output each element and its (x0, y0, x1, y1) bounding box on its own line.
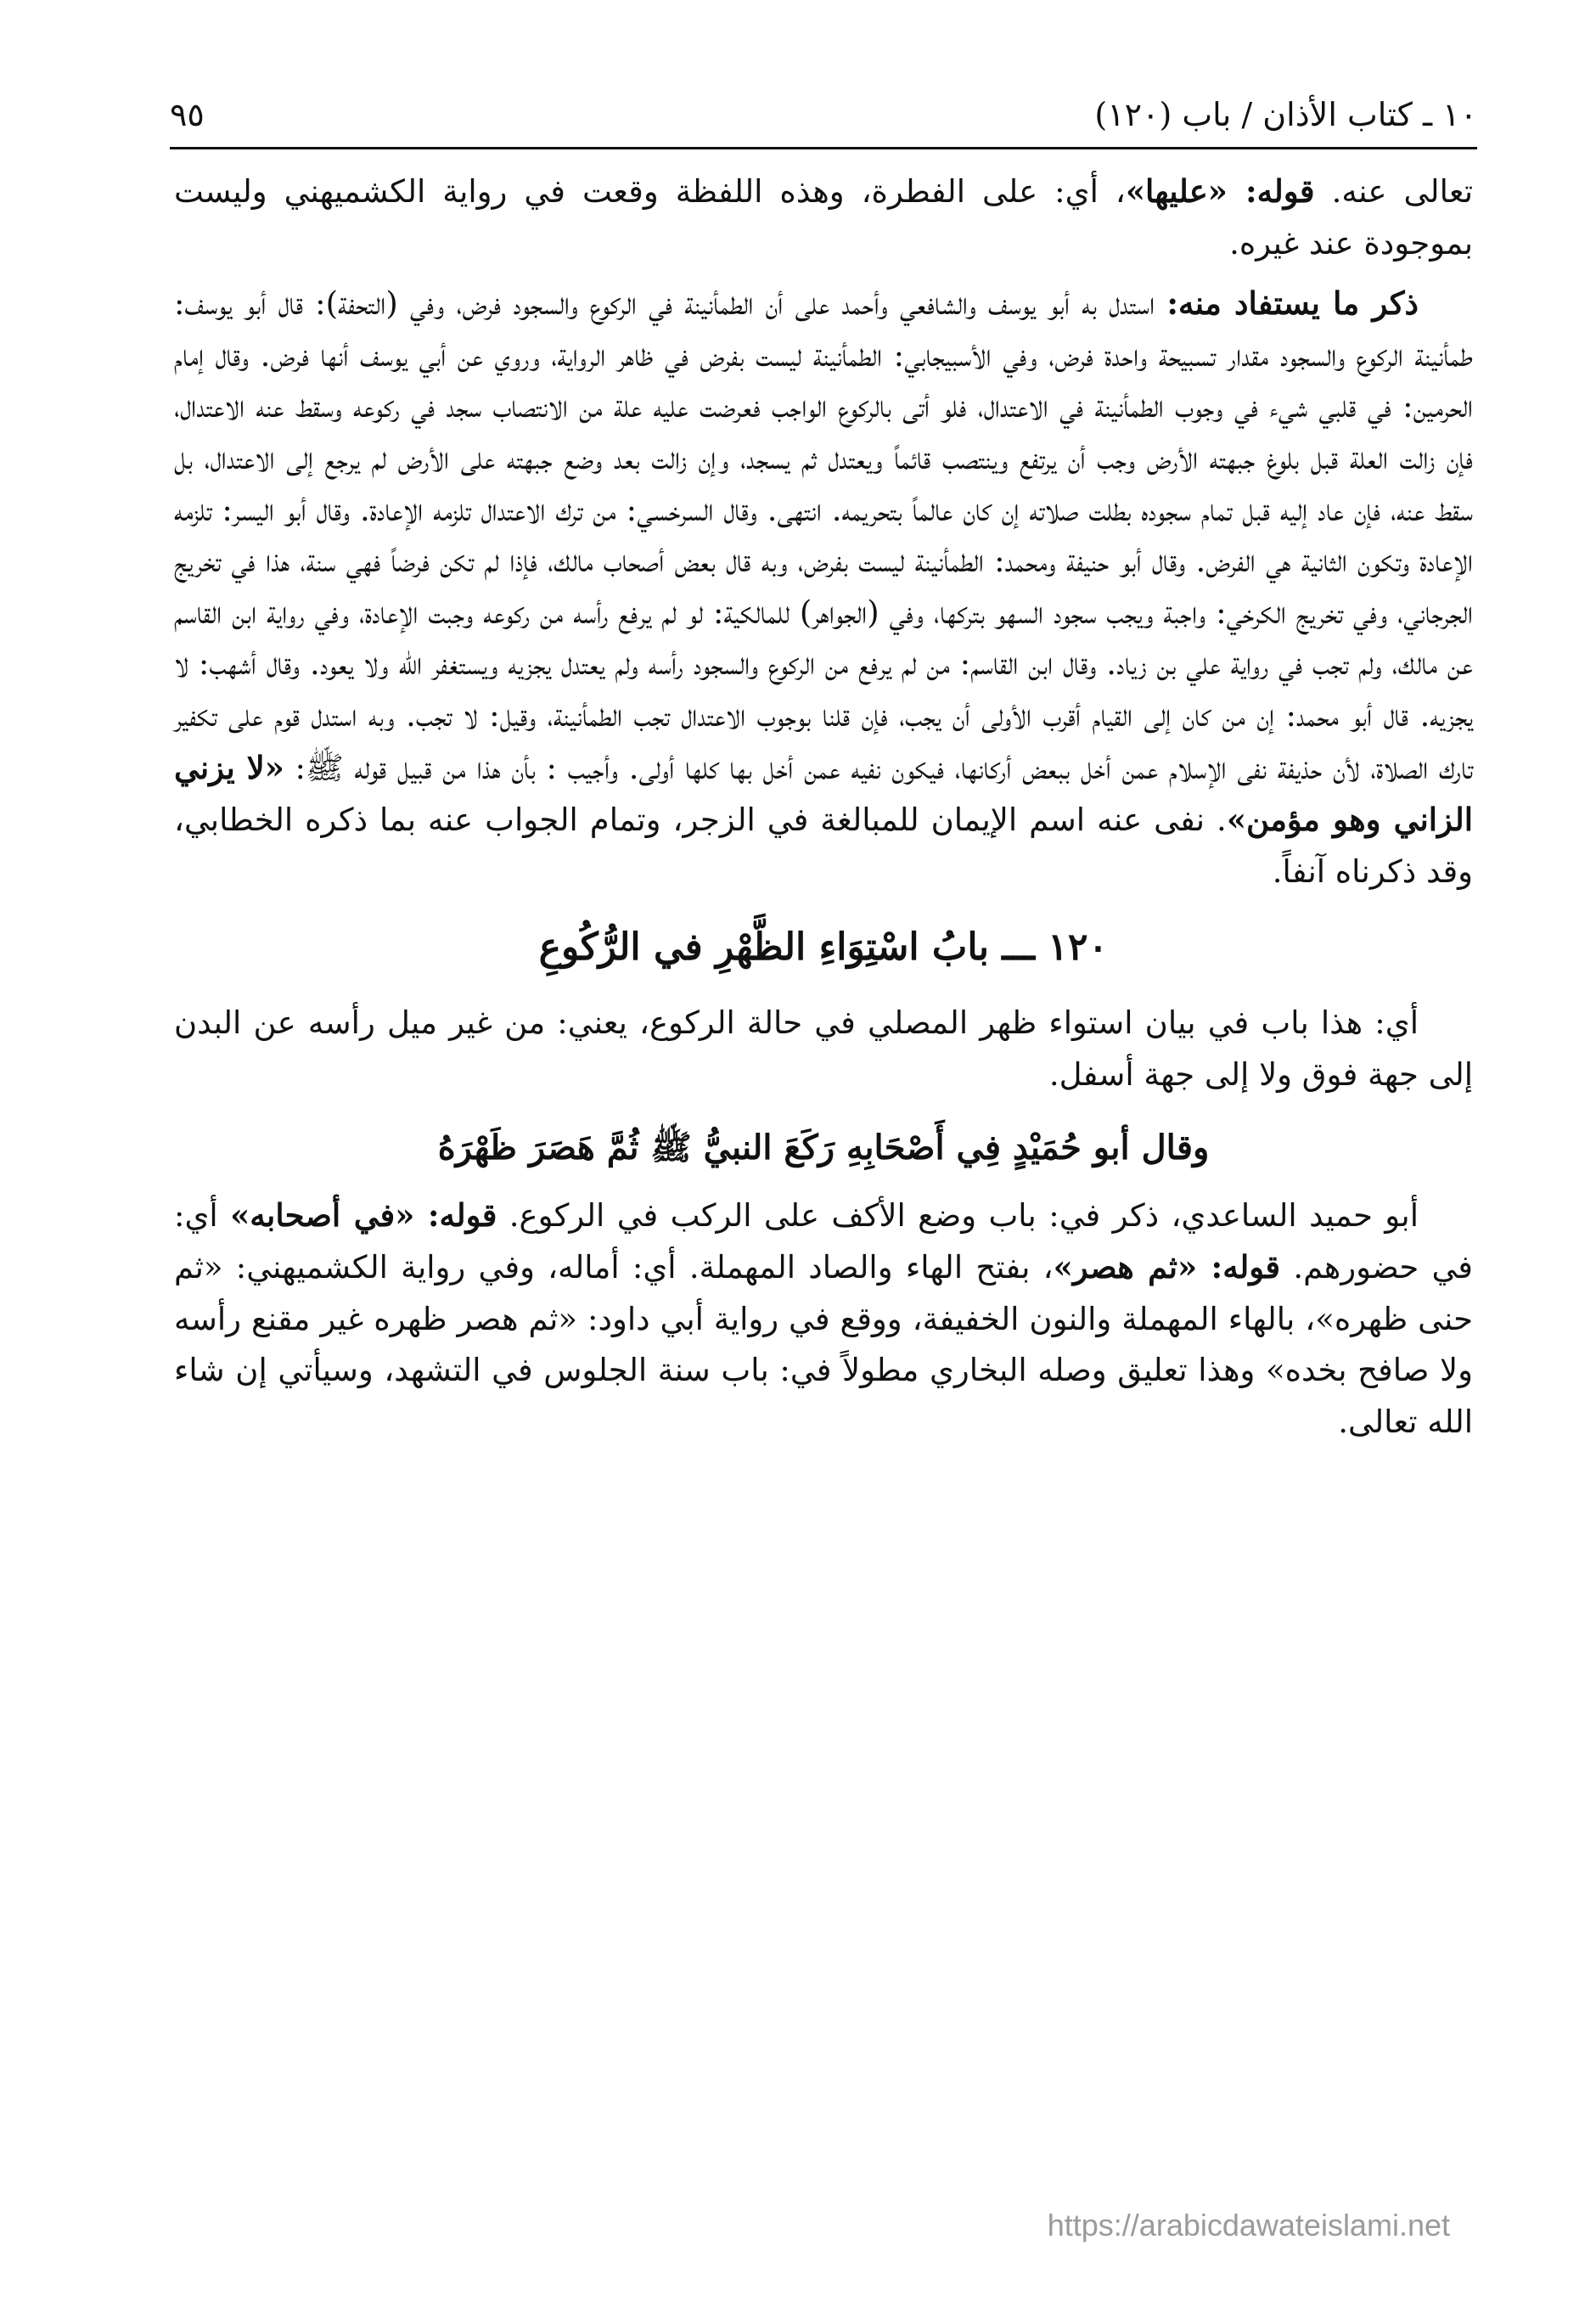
watermark-url: https://arabicdawateislami.net (1047, 2208, 1450, 2242)
paragraph-1-text: ، أي: على الفطرة، وهذه اللفظة وقعت في رواية الكشميهني وليست بموجودة عند غيره. (174, 173, 1473, 262)
paragraph-1 (174, 166, 1473, 269)
paragraph-2 (174, 278, 1473, 897)
paragraph-2-quote: «لا يزني الزاني وهو مؤمن» (174, 748, 1474, 839)
paragraph-2-tail: . نفى عنه اسم الإيمان للمبالغة في الزجر، وتمام الجواب عنه بما ذكره الخطابي، وقد ذكرناه آنفاً. (174, 802, 1473, 890)
page-body (174, 166, 1473, 1456)
page-header (170, 89, 1477, 140)
final-part-1: أبو حميد الساعدي، ذكر في: باب وضع الأكف على الركب في الركوع. (497, 1196, 1419, 1234)
chapter-heading: ١٢٠ ـــ بابُ اسْتِوَاءِ الظَّهْرِ في الرُّكُوعِ (538, 926, 1109, 970)
chapter-intro: أي: هذا باب في بيان استواء ظهر المصلي في حالة الركوع، يعني: من غير ميل رأسه عن البدن إلى جهة فوق ولا إلى جهة أسفل. (174, 1004, 1473, 1093)
paragraph-2-text: استدل به أبو يوسف والشافعي وأحمد على أن الطمأنينة في الركوع والسجود فرض، وفي (التحفة): قال أبو يوسف: طمأنينة الركوع والسجود مقدار تسبيحة واحدة فرض، وفي الأسبيجابي: الطمأنينة ليست بفرض في ظاهر الرواية، وروي عن أبي يوسف أنها فرض. وقال إمام الحرمين: في قلبي شيء في وجوب الطمأنينة في الاعتدال، فلو أتى بالركوع الواجب فعرضت عليه علة من الانتصاب سجد في ركوعه وسقط عنه الاعتدال، فإن زالت العلة قبل بلوغ جبهته الأرض وجب أن يرتفع وينتصب قائماً ويعتدل ثم يسجد، وإن زالت بعد وضع جبهته على الأرض لم يرجع إلى الاعتدال، بل سقط عنه، فإن عاد إليه قبل تمام سجوده بطلت صلاته إن كان عالماً بتحريمه. انتهى. وقال السرخسي: من ترك الاعتدال تلزمه الإعادة. وقال أبو اليسر: تلزمه الإعادة وتكون الثانية هي الفرض. وقال أبو حنيفة ومحمد: الطمأنينة ليست بفرض، وبه قال بعض أصحاب مالك، فإذا لم تكن فرضاً فهي سنة، هذا في تخريج الجرجاني، وفي تخريج الكرخي: واجبة ويجب سجود السهو بتركها، وفي (الجواهر) للمالكية: لو لم يرفع رأسه من ركوعه وجبت الإعادة، وفي رواية ابن القاسم عن مالك، ولم تجب في رواية علي بن زياد. وقال ابن القاسم: من لم يرفع من الركوع والسجود رأسه ولم يعتدل يجزيه ويستغفر الله ولا يعود. وقال أشهب: لا يجزيه. قال أبو محمد: إن من كان إلى القيام أقرب الأولى أن يجب، فإن قلنا بوجوب الاعتدال تجب الطمأنينة، وقيل: لا تجب. وبه استدل قوم على تكفير تارك الصلاة، لأن حذيفة نفى الإسلام عمن أخل ببعض أركانها، فيكون نفيه عمن أخل بها كلها أولى. وأجيب : بأن هذا من قبيل قوله ﷺ: (174, 285, 1474, 786)
paragraph-2-bold: ذكر ما يستفاد منه: (1166, 284, 1419, 323)
paragraph-1-bold: قوله: «عليها» (1125, 172, 1315, 210)
final-part-2: أي: في حضورهم. (174, 1196, 1473, 1286)
final-paragraph (174, 1190, 1473, 1449)
final-bold-1: قوله: «في أصحابه» (230, 1196, 497, 1234)
page-number: ٩٥ (170, 96, 205, 133)
hadith-heading: وقال أبو حُمَيْدٍ فِي أَصْحَابِهِ رَكَعَ النبيُّ ﷺ ثُمَّ هَصَرَ ظَهْرَهُ (437, 1127, 1210, 1168)
running-title: ١٠ ـ كتاب الأذان / باب (١٢٠) (1094, 96, 1477, 133)
paragraph-1-lead: تعالى عنه. (1314, 173, 1473, 210)
header-divider (170, 147, 1477, 149)
final-bold-2: قوله: «ثم هصر» (1053, 1248, 1281, 1286)
final-part-3: ، بفتح الهاء والصاد المهملة. أي: أماله، وفي رواية الكشميهني: «ثم حنى ظهره»، بالهاء المهملة والنون الخفيفة، ووقع في رواية أبي داود: «ثم هصر ظهره غير مقنع رأسه ولا صافح بخده» وهذا تعليق وصله البخاري مطولاً في: باب سنة الجلوس في التشهد، وسيأتي إن شاء الله تعالى. (174, 1249, 1473, 1440)
